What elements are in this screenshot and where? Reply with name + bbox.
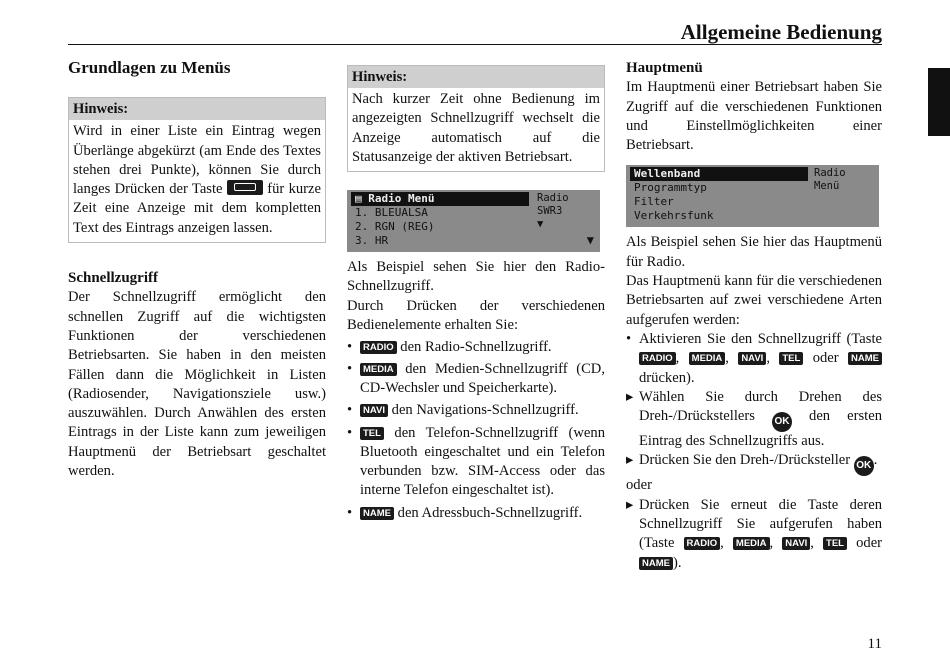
antenna-icon: ▼: [537, 218, 544, 231]
note-title: Hinweis:: [348, 66, 604, 88]
name-key-icon: NAME: [360, 507, 394, 520]
screen-side-label: Radio Menü: [814, 167, 846, 193]
note-text-part2: für kurze Zeit eine Anzeige mit dem kompletten Text des Eintrags anzeigen lassen.: [73, 181, 321, 236]
main-menu-caption: Als Beispiel sehen Sie hier das Hauptmenü für Radio.: [626, 234, 882, 270]
section-thumb-tab: [928, 68, 950, 136]
screen-list-item: Verkehrsfunk: [634, 209, 714, 223]
tel-key-icon: TEL: [360, 427, 384, 440]
screen-list-item: 2. RGN (REG): [355, 220, 435, 234]
note-body: Nach kurzer Zeit ohne Bedienung im angezeigten Schnellzugriff wechselt die Anzeige automatisch auf die Statusanzeige der aktiven Betriebsart.: [352, 91, 600, 165]
navi-key-icon: NAVI: [360, 404, 388, 417]
screen-side-label: Radio SWR3 ▼: [537, 192, 569, 231]
list-item: ▸ Drücken Sie den Dreh-/Drücksteller OK .: [626, 451, 882, 476]
screen-list-item: Filter: [634, 195, 674, 209]
radio-key-icon: RADIO: [684, 537, 721, 550]
radio-main-menu-screen: [626, 165, 879, 227]
list-item: • Aktivieren Sie den Schnellzugriff (Taste RADIO , MEDIA , NAVI , TEL oder NAME drücken).: [626, 330, 882, 386]
list-item: ▸ Drücken Sie erneut die Taste deren Schnellzugriff Sie aufgerufen haben (Taste RADIO , MEDIA , NAVI , TEL oder NAME ).: [626, 496, 883, 571]
signal-icon: ▼: [586, 232, 594, 247]
main-menu-explanation: Das Hauptmenü kann für die verschiedenen Betriebsarten auf zwei verschiedene Arten aufgerufen werden:: [626, 273, 882, 328]
navi-key-icon: NAVI: [738, 352, 766, 365]
header-rule: [68, 44, 882, 45]
page-number: 11: [867, 636, 882, 652]
column-3: [626, 59, 882, 573]
list-item: • RADIO den Radio-Schnellzugriff.: [347, 339, 552, 356]
radio-quick-access-screen: [347, 190, 600, 252]
screen-list-item: 3. HR: [355, 234, 389, 248]
main-menu-steps: [626, 330, 882, 476]
section-heading-main-menu: Hauptmenü: [626, 60, 703, 76]
screen-title: ▤ Radio Menü: [351, 192, 529, 206]
media-key-icon: MEDIA: [689, 352, 726, 365]
screen-list-item: Programmtyp: [634, 181, 707, 195]
media-key-icon: MEDIA: [360, 363, 397, 376]
list-item: • TEL den Telefon-Schnellzugriff (wenn Bluetooth eingeschaltet und ein Telefon verbunden bzw. SIM-Access oder das interne Telefon eingeschaltet ist).: [347, 424, 605, 499]
radio-caption: Als Beispiel sehen Sie hier den Radio-Schnellzugriff.: [347, 259, 605, 295]
list-item: • NAME den Adressbuch-Schnellzugriff.: [347, 504, 583, 521]
main-menu-intro: Im Hauptmenü einer Betriebsart haben Sie Zugriff auf die verschiedenen Funktionen und Einstellmöglichkeiten einer Betriebsart.: [626, 79, 882, 154]
quick-access-list: [347, 338, 605, 523]
or-text: oder: [626, 477, 652, 494]
list-item: • NAVI den Navigations-Schnellzugriff.: [347, 402, 579, 419]
tel-key-icon: TEL: [779, 352, 803, 365]
note-body: [69, 120, 325, 242]
section-heading-menus: Grundlagen zu Menüs: [68, 58, 231, 77]
screen-selected-item: Wellenband: [630, 167, 808, 181]
note-box: [68, 97, 326, 243]
media-key-icon: MEDIA: [733, 537, 770, 550]
cd-key-icon: [227, 180, 263, 195]
list-item: • MEDIA den Medien-Schnellzugriff (CD, CD-Wechsler und Speicherkarte).: [347, 360, 605, 396]
name-key-icon: NAME: [639, 557, 673, 570]
navi-key-icon: NAVI: [782, 537, 810, 550]
note-text-part1: Wird in einer Liste ein Eintrag wegen Überlänge abgekürzt (am Ende des Textes stehen drei Punkte), können Sie durch langes Drücken der Taste: [73, 123, 321, 198]
tel-key-icon: TEL: [823, 537, 847, 550]
column-2: [347, 65, 605, 523]
main-menu-steps-alt: [626, 496, 882, 573]
radio-key-icon: RADIO: [639, 352, 676, 365]
screen-list-item: 1. BLEUALSA: [355, 206, 428, 220]
page-header-title: Allgemeine Bedienung: [680, 20, 882, 44]
column-1: [68, 56, 326, 481]
controls-intro: Durch Drücken der verschiedenen Bedienelemente erhalten Sie:: [347, 297, 605, 334]
radio-key-icon: RADIO: [360, 341, 397, 354]
list-item: ▸ Wählen Sie durch Drehen des Dreh-/Drückstellers OK den ersten Eintrag des Schnellzugriffs aus.: [626, 388, 882, 450]
note-title: Hinweis:: [69, 98, 325, 120]
ok-button-icon: OK: [772, 412, 792, 432]
ok-button-icon: OK: [854, 456, 874, 476]
section-heading-quick-access: Schnellzugriff: [68, 270, 158, 287]
name-key-icon: NAME: [848, 352, 882, 365]
note-box: [347, 65, 605, 172]
quick-access-paragraph: Der Schnellzugriff ermöglicht den schnellen Zugriff auf die wichtigsten Funktionen der verschiedenen Betriebsarten. Sie haben in den meisten Fällen dann die Möglichkeit in Listen (Radiosender, Navigationsziele usw.) auszuwählen. Durch Anwählen des ersten Eintrags in der Liste kann zum jeweiligen Hauptmenü der Betriebsart geschaltet werden.: [68, 289, 326, 480]
